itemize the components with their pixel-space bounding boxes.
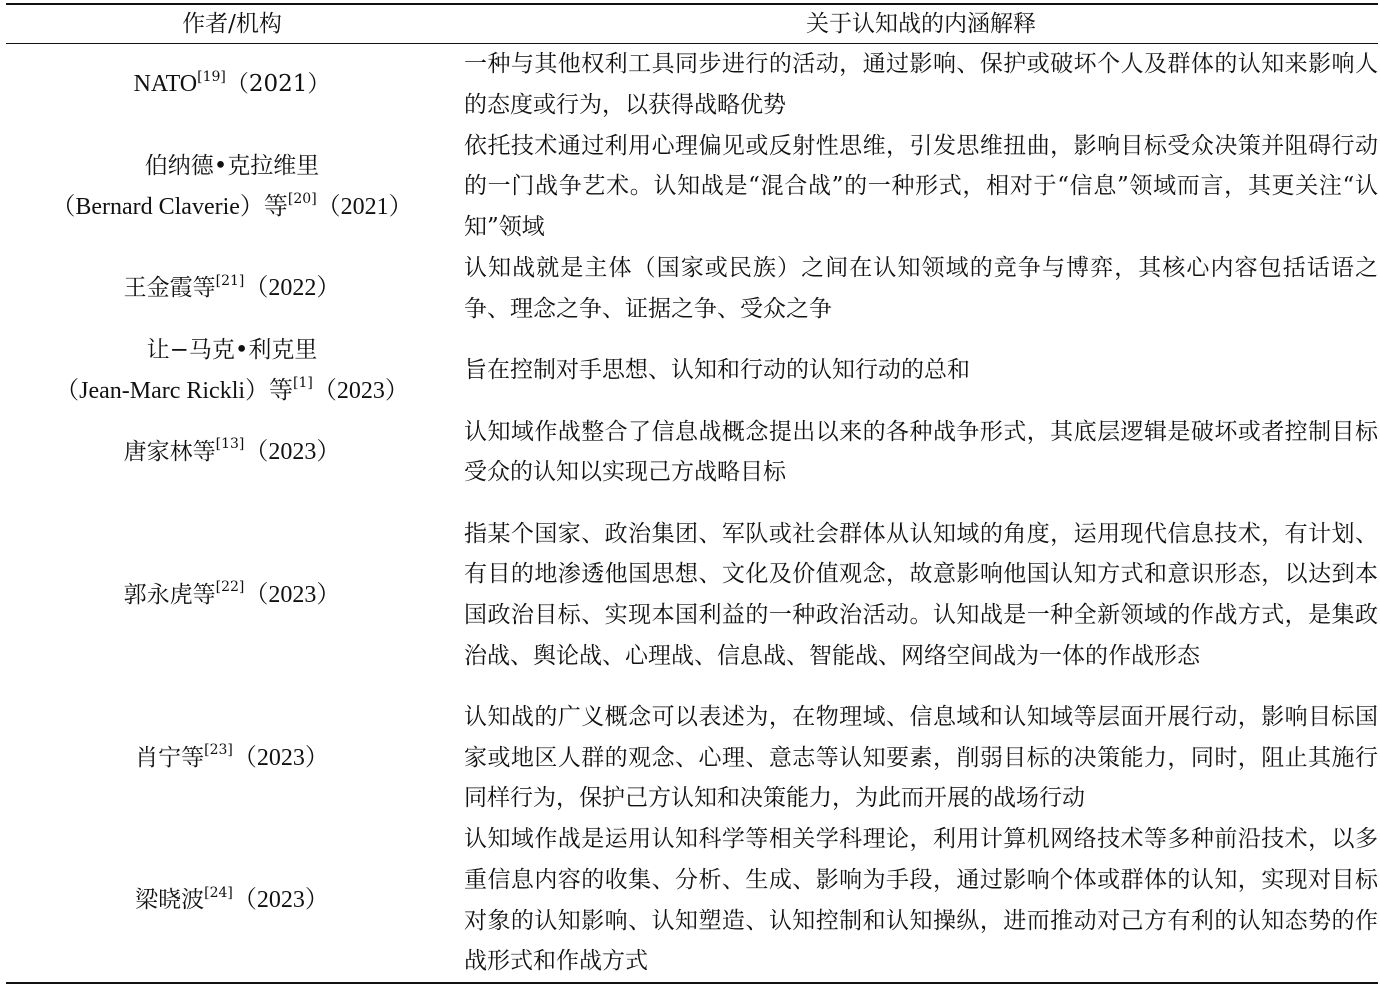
author-cell [6, 248, 458, 330]
definitions-table [6, 3, 1378, 984]
reference-number: [24] [204, 884, 233, 901]
reference-number: [20] [287, 190, 317, 207]
table-row [6, 44, 1378, 126]
definition-cell: 指某个国家、政治集团、军队或社会群体从认知域的角度，运用现代信息技术，有计划、有目的地渗透他国思想、文化及价值观念，故意影响他国认知方式和意识形态，以达到本国政治目标、实现本国利益的一种政治活动。认知战是一种全新领域的作战方式，是集政治战、舆论战、心理战、信息战、智能战、网络空间战为一体的作战形态 [464, 520, 1378, 669]
definition-cell: 认知域作战是运用认知科学等相关学科理论，利用计算机网络技术等多种前沿技术，以多重信息内容的收集、分析、生成、影响为手段，通过影响个体或群体的认知，实现对目标对象的认知影响、认知塑造、认知控制和认知操纵，进而推动对己方有利的认知态势的作战形式和作战方式 [458, 819, 1378, 983]
table-row [6, 819, 1378, 983]
author-cell [6, 126, 458, 248]
author-year: （2023） [232, 744, 329, 771]
author-year: （2023） [312, 377, 409, 404]
author-name: （Jean-Marc Rickli）等[1]（2023） [55, 374, 409, 404]
author-name: 郭永虎等[22]（2023） [123, 579, 341, 608]
author-name: NATO[19]（2021） [133, 68, 331, 98]
author-cell [6, 44, 458, 126]
table-row [6, 697, 1378, 819]
author-name: 王金霞等[21]（2022） [123, 272, 341, 302]
author-cell [6, 819, 458, 983]
reference-number: [19] [197, 68, 226, 85]
author-name: 肖宁等[23]（2023） [135, 742, 329, 771]
author-year: （2023） [232, 887, 329, 914]
author-year: （2021） [316, 193, 413, 220]
header-definition: 关于认知战的内涵解释 [458, 4, 1378, 44]
author-year: （2023） [244, 581, 341, 608]
definition-cell: 认知战的广义概念可以表述为，在物理域、信息域和认知域等层面开展行动，影响目标国家或地区人群的观念、心理、意志等认知要素，削弱目标的决策能力，同时，阻止其施行同样行为，保护己方认知和决策能力，为此而开展的战场行动 [464, 704, 1378, 812]
reference-number: [1] [293, 374, 313, 391]
reference-number: [21] [215, 272, 245, 289]
table-row [6, 493, 1378, 697]
author-cell [6, 697, 458, 819]
author-cell [6, 493, 458, 697]
author-cell [6, 330, 458, 412]
author-year: （2021） [225, 71, 331, 98]
definition-cell: 依托技术通过利用心理偏见或反射性思维，引发思维扭曲，影响目标受众决策并阻碍行动的一门战争艺术。认知战是“混合战”的一种形式，相对于“信息”领域而言，其更关注“认知”领域 [464, 132, 1378, 240]
author-name-cn: 伯纳德•克拉维里 [144, 152, 320, 179]
author-name: （Bernard Claverie）等[20]（2021） [51, 190, 413, 220]
author-name: 唐家林等[13]（2023） [123, 436, 341, 465]
table-row [6, 126, 1378, 248]
table-header-row [6, 4, 1378, 44]
author-year: （2023） [244, 438, 341, 465]
author-cell [6, 412, 458, 493]
table-row [6, 248, 1378, 330]
definition-cell: 旨在控制对手思想、认知和行动的认知行动的总和 [464, 357, 970, 384]
definition-cell: 认知域作战整合了信息战概念提出以来的各种战争形式，其底层逻辑是破坏或者控制目标受众的认知以实现己方战略目标 [464, 418, 1378, 486]
definition-cell: 认知战就是主体（国家或民族）之间在认知领域的竞争与博弈，其核心内容包括话语之争、理念之争、证据之争、受众之争 [464, 254, 1378, 322]
reference-number: [22] [215, 579, 245, 595]
author-year: （2022） [244, 275, 341, 302]
author-name-cn: 让−马克•利克里 [146, 336, 318, 363]
table-row [6, 412, 1378, 493]
reference-number: [13] [215, 436, 245, 453]
table-row [6, 330, 1378, 412]
reference-number: [23] [204, 742, 233, 759]
definition-cell: 一种与其他权利工具同步进行的活动，通过影响、保护或破坏个人及群体的认知来影响人的态度或行为，以获得战略优势 [464, 51, 1378, 118]
header-author: 作者/机构 [6, 4, 458, 44]
author-name: 梁晓波[24]（2023） [135, 884, 329, 914]
